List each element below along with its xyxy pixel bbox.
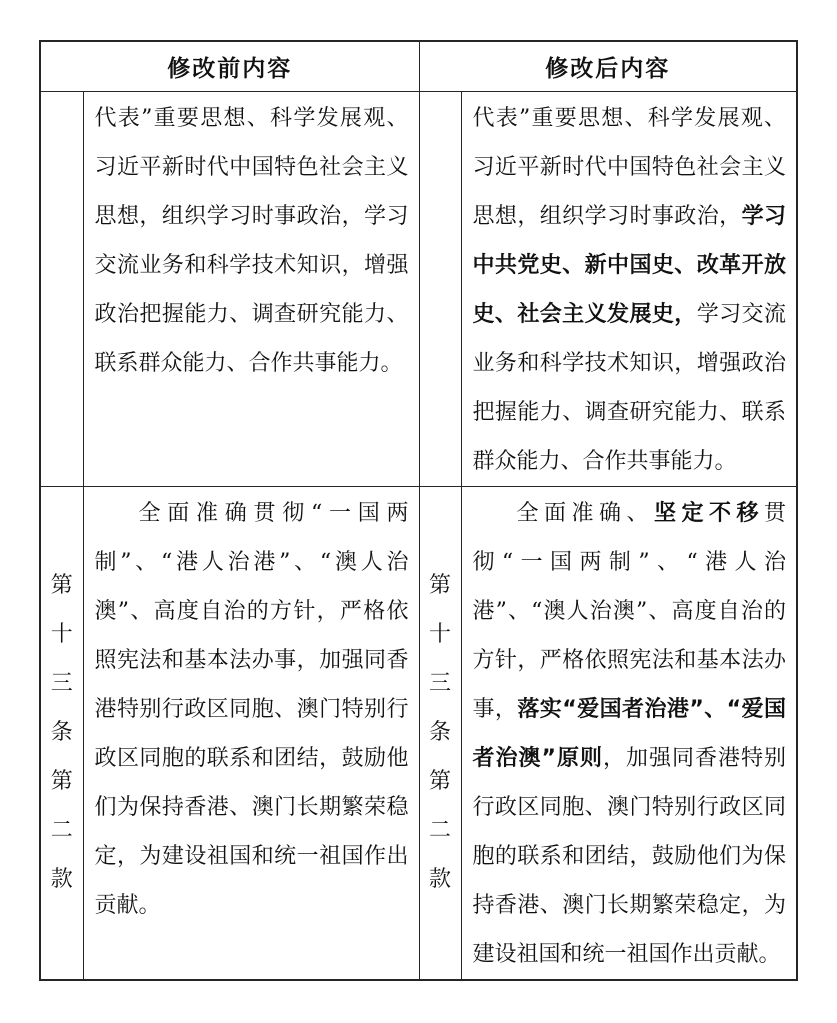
clause-label-char: 三: [50, 671, 73, 696]
clause-label-char: 条: [50, 720, 73, 745]
table-row: [40, 91, 797, 486]
clause-label: [420, 561, 461, 904]
header-row: [40, 41, 797, 91]
text-segment: 贯彻“一国两制”、“港人治港”、“澳人治澳”、高度自治的方针，严格依照宪法和基本法办事，: [472, 500, 786, 722]
clause-label: [41, 561, 83, 904]
clause-label-char: 二: [50, 818, 73, 843]
clause-label-cell-after: [419, 91, 461, 486]
text-segment: 代表”重要思想、科学发展观、习近平新时代中国特色社会主义思想，组织学习时事政治，: [472, 105, 786, 229]
clause-label-char: 十: [428, 622, 451, 647]
before-content-cell: [83, 91, 419, 486]
clause-label-char: 三: [428, 671, 451, 696]
clause-label-cell-before: [40, 486, 83, 980]
clause-label-char: 十: [50, 622, 73, 647]
added-text-segment: 学习中共党史、新中国史、改革开放史、社会主义发展史，: [472, 203, 786, 327]
text-segment: 代表”重要思想、科学发展观、习近平新时代中国特色社会主义思想，组织学习时事政治，学习交流业务和科学技术知识，增强政治把握能力、调查研究能力、联系群众能力、合作共事能力。: [94, 105, 409, 376]
after-content-cell: [461, 91, 797, 486]
column-header-before: 修改前内容: [40, 41, 419, 91]
before-content-cell: [83, 486, 419, 980]
after-paragraph: [473, 94, 787, 486]
text-segment: 全面准确贯彻“一国两制”、“港人治港”、“澳人治澳”、高度自治的方针，严格依照宪法和基本法办事，加强同香港特别行政区同胞、澳门特别行政区同胞的联系和团结，鼓励他们为保持香港、澳门长期繁荣稳定，为建设祖国和统一祖国作出贡献。: [94, 500, 409, 918]
added-text-segment: 坚定不移: [653, 500, 764, 526]
text-segment: 学习交流业务和科学技术知识，增强政治把握能力、调查研究能力、联系群众能力、合作共事能力。: [472, 301, 786, 474]
clause-label-char: 款: [50, 867, 73, 892]
clause-label-char: 二: [428, 818, 451, 843]
text-segment: ，加强同香港特别行政区同胞、澳门特别行政区同胞的联系和团结，鼓励他们为保持香港、澳门长期繁荣稳定，为建设祖国和统一祖国作出贡献。: [472, 745, 786, 967]
clause-label-cell-before: [40, 91, 83, 486]
added-text-segment: 落实“爱国者治港”、“爱国者治澳”原则: [472, 696, 786, 771]
after-content-cell: [461, 486, 797, 980]
clause-label-char: 第: [50, 573, 73, 598]
amendment-comparison-table: [39, 40, 798, 981]
clause-label-char: 第: [50, 769, 73, 794]
clause-label-cell-after: [419, 486, 461, 980]
clause-label-char: 条: [428, 720, 451, 745]
column-header-after: 修改后内容: [419, 41, 797, 91]
clause-label-char: 第: [428, 573, 451, 598]
before-paragraph: [95, 94, 409, 388]
clause-label-char: 第: [428, 769, 451, 794]
before-paragraph: [95, 489, 409, 930]
clause-label-char: 款: [428, 867, 451, 892]
table-row: [40, 486, 797, 980]
after-paragraph: [473, 489, 787, 979]
text-segment: 全面准确、: [516, 500, 654, 526]
